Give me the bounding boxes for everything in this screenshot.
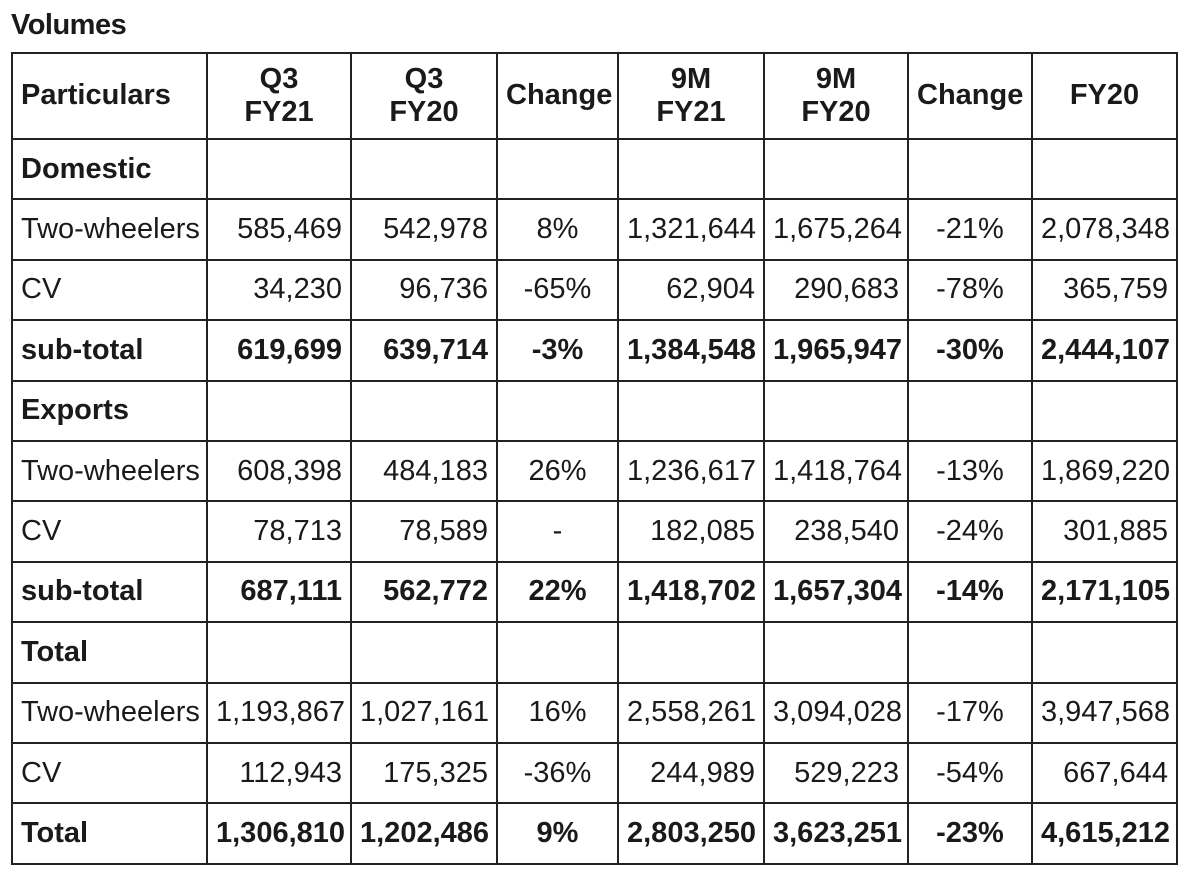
value-cell: 2,171,105 (1032, 562, 1177, 622)
value-cell: 78,713 (207, 501, 351, 561)
value-cell: 2,803,250 (618, 803, 764, 863)
value-cell: 112,943 (207, 743, 351, 803)
change-cell: 8% (497, 199, 618, 259)
change-cell: -30% (908, 320, 1032, 380)
change-cell: -65% (497, 260, 618, 320)
value-cell (764, 139, 908, 199)
change-cell (908, 381, 1032, 441)
volumes-table (11, 52, 1178, 865)
subtotal-row (12, 803, 1177, 863)
row-label: sub-total (12, 562, 207, 622)
row-label: Domestic (12, 139, 207, 199)
value-cell: 1,384,548 (618, 320, 764, 380)
row-label: Two-wheelers (12, 199, 207, 259)
row-label: Exports (12, 381, 207, 441)
header-q3-fy21 (207, 53, 351, 139)
row-label: sub-total (12, 320, 207, 380)
header-q3-fy20 (351, 53, 497, 139)
value-cell: 562,772 (351, 562, 497, 622)
value-cell: 639,714 (351, 320, 497, 380)
value-cell: 1,202,486 (351, 803, 497, 863)
header-fy20 (1032, 53, 1177, 139)
header-line-1: 9M (670, 62, 712, 95)
value-cell: 542,978 (351, 199, 497, 259)
change-cell: -17% (908, 683, 1032, 743)
header-line-1: Change (917, 79, 1024, 112)
value-cell: 1,193,867 (207, 683, 351, 743)
header-9m-fy20 (764, 53, 908, 139)
change-cell (908, 139, 1032, 199)
value-cell: 1,321,644 (618, 199, 764, 259)
value-cell: 301,885 (1032, 501, 1177, 561)
value-cell (351, 139, 497, 199)
value-cell: 1,675,264 (764, 199, 908, 259)
value-cell: 365,759 (1032, 260, 1177, 320)
value-cell: 1,657,304 (764, 562, 908, 622)
header-particulars (12, 53, 207, 139)
value-cell: 1,236,617 (618, 441, 764, 501)
value-cell: 667,644 (1032, 743, 1177, 803)
value-cell: 1,418,702 (618, 562, 764, 622)
change-cell: -78% (908, 260, 1032, 320)
value-cell (1032, 381, 1177, 441)
value-cell: 484,183 (351, 441, 497, 501)
row-label: CV (12, 501, 207, 561)
change-cell: -13% (908, 441, 1032, 501)
value-cell: 175,325 (351, 743, 497, 803)
value-cell (764, 622, 908, 682)
change-cell: -24% (908, 501, 1032, 561)
subtotal-row (12, 562, 1177, 622)
row-label: Two-wheelers (12, 441, 207, 501)
value-cell: 3,094,028 (764, 683, 908, 743)
value-cell: 2,078,348 (1032, 199, 1177, 259)
change-cell: -36% (497, 743, 618, 803)
table-row (12, 260, 1177, 320)
value-cell: 3,947,568 (1032, 683, 1177, 743)
value-cell: 2,558,261 (618, 683, 764, 743)
value-cell: 62,904 (618, 260, 764, 320)
header-change-9m (908, 53, 1032, 139)
row-label: Total (12, 803, 207, 863)
header-line-2: FY20 (389, 96, 459, 128)
value-cell: 182,085 (618, 501, 764, 561)
change-cell (497, 622, 618, 682)
header-row (12, 53, 1177, 139)
value-cell (618, 381, 764, 441)
row-label: CV (12, 260, 207, 320)
value-cell (1032, 622, 1177, 682)
change-cell: 16% (497, 683, 618, 743)
header-line-1: Q3 (259, 62, 299, 95)
change-cell: -23% (908, 803, 1032, 863)
header-change-q3 (497, 53, 618, 139)
value-cell: 529,223 (764, 743, 908, 803)
value-cell (618, 139, 764, 199)
header-line-2: FY21 (656, 96, 726, 128)
subtotal-row (12, 320, 1177, 380)
change-cell: 26% (497, 441, 618, 501)
value-cell (618, 622, 764, 682)
value-cell: 78,589 (351, 501, 497, 561)
header-line-1: Particulars (21, 79, 171, 112)
change-cell: 22% (497, 562, 618, 622)
value-cell: 244,989 (618, 743, 764, 803)
row-label: Two-wheelers (12, 683, 207, 743)
value-cell: 2,444,107 (1032, 320, 1177, 380)
value-cell: 687,111 (207, 562, 351, 622)
change-cell: 9% (497, 803, 618, 863)
table-row (12, 441, 1177, 501)
change-cell (497, 139, 618, 199)
value-cell: 1,418,764 (764, 441, 908, 501)
table-row (12, 501, 1177, 561)
value-cell (1032, 139, 1177, 199)
value-cell: 3,623,251 (764, 803, 908, 863)
row-label: CV (12, 743, 207, 803)
value-cell: 1,306,810 (207, 803, 351, 863)
header-line-1: Change (506, 79, 613, 112)
section-header-row (12, 622, 1177, 682)
value-cell (207, 622, 351, 682)
value-cell: 585,469 (207, 199, 351, 259)
value-cell (207, 139, 351, 199)
row-label: Total (12, 622, 207, 682)
header-line-1: FY20 (1069, 79, 1140, 112)
section-header-row (12, 139, 1177, 199)
change-cell: -54% (908, 743, 1032, 803)
value-cell: 290,683 (764, 260, 908, 320)
change-cell: -3% (497, 320, 618, 380)
value-cell: 1,965,947 (764, 320, 908, 380)
value-cell: 608,398 (207, 441, 351, 501)
change-cell: - (497, 501, 618, 561)
table-row (12, 683, 1177, 743)
value-cell: 1,027,161 (351, 683, 497, 743)
value-cell (351, 622, 497, 682)
value-cell: 4,615,212 (1032, 803, 1177, 863)
value-cell: 238,540 (764, 501, 908, 561)
value-cell: 96,736 (351, 260, 497, 320)
value-cell (764, 381, 908, 441)
table-row (12, 199, 1177, 259)
page-title: Volumes (11, 9, 127, 41)
value-cell: 34,230 (207, 260, 351, 320)
header-line-1: Q3 (404, 62, 444, 95)
change-cell: -14% (908, 562, 1032, 622)
header-9m-fy21 (618, 53, 764, 139)
header-line-2: FY21 (244, 96, 314, 128)
value-cell (351, 381, 497, 441)
value-cell: 1,869,220 (1032, 441, 1177, 501)
value-cell (207, 381, 351, 441)
table-row (12, 743, 1177, 803)
value-cell: 619,699 (207, 320, 351, 380)
change-cell: -21% (908, 199, 1032, 259)
header-line-2: FY20 (801, 96, 871, 128)
header-line-1: 9M (815, 62, 857, 95)
change-cell (908, 622, 1032, 682)
section-header-row (12, 381, 1177, 441)
change-cell (497, 381, 618, 441)
table-body (12, 139, 1177, 864)
